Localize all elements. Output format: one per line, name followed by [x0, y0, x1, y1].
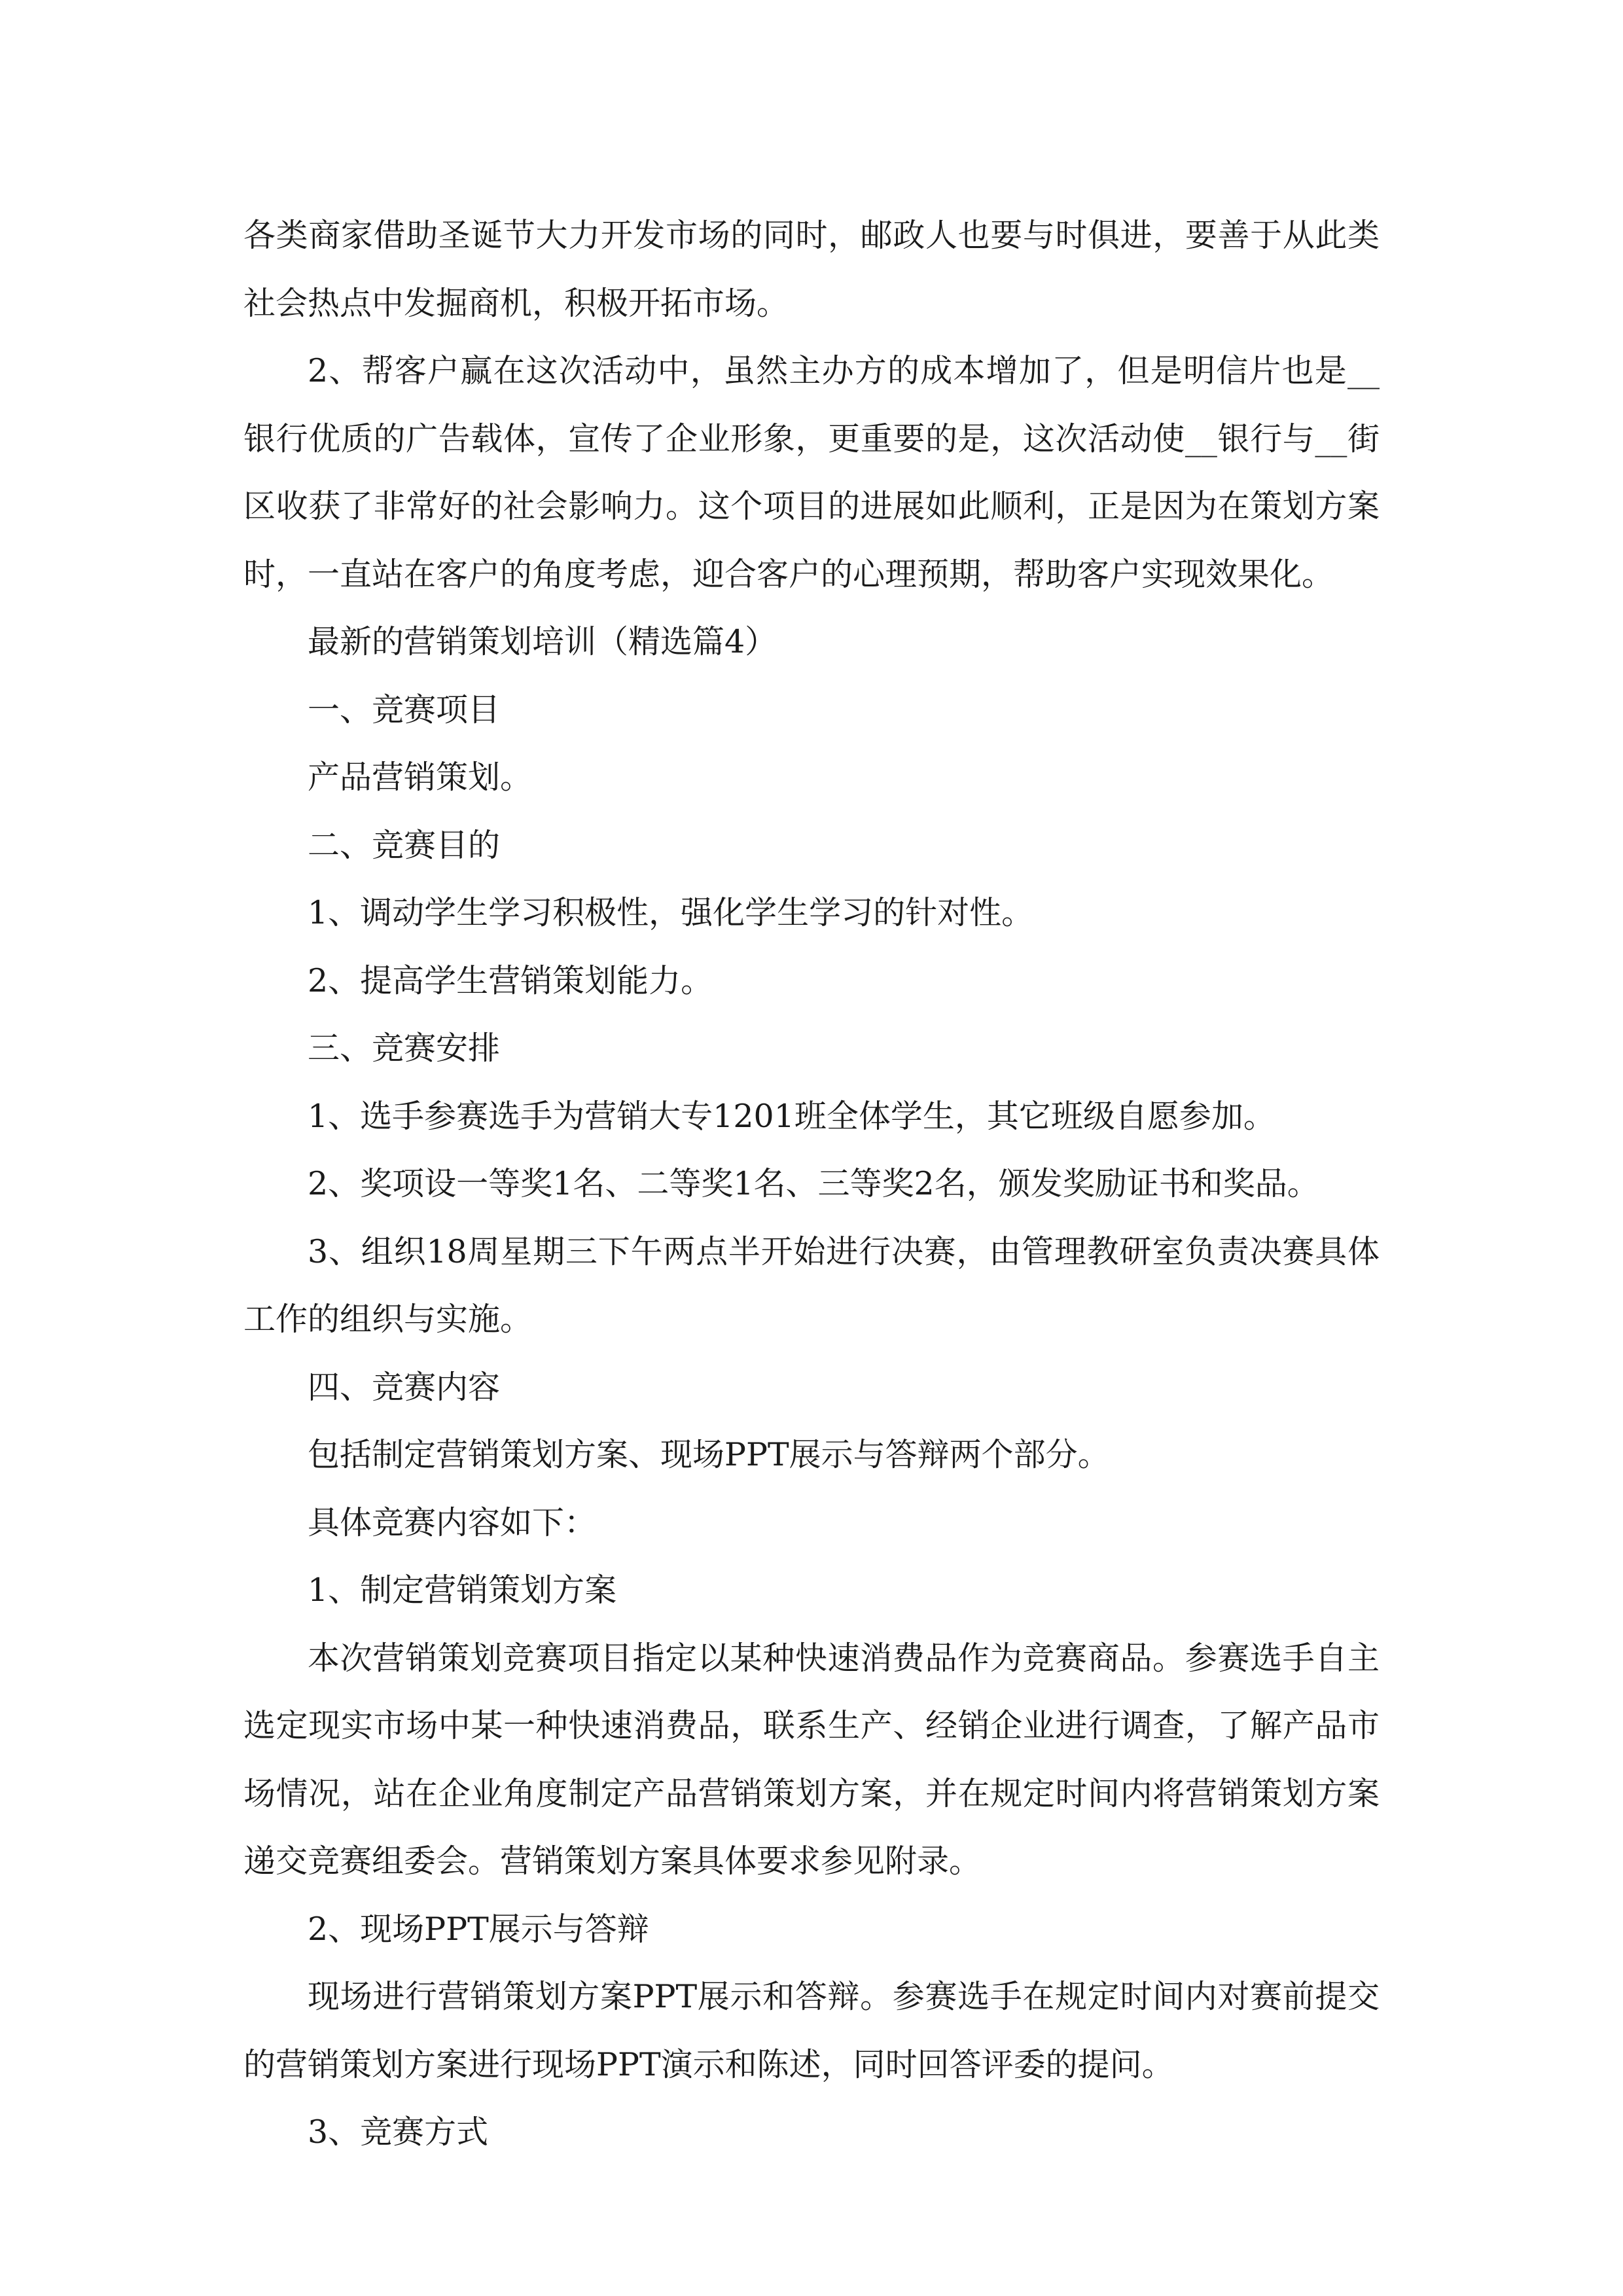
paragraph-6: 本次营销策划竞赛项目指定以某种快速消费品作为竞赛商品。参赛选手自主选定现实市场中某一种快速消费品，联系生产、经销企业进行调查，了解产品市场情况，站在企业角度制定产品营销策划方案，并在规定时间内将营销策划方案递交竞赛组委会。营销策划方案具体要求参见附录。 — [243, 1639, 1380, 1880]
paragraph-2: 2、帮客户赢在这次活动中，虽然主办方的成本增加了，但是明信片也是__银行优质的广告载体，宣传了企业形象，更重要的是，这次活动使__银行与__街区收获了非常好的社会影响力。这个项目的进展如此顺利，正是因为在策划方案时，一直站在客户的角度考虑，迎合客户的心理预期，帮助客户实现效果化。 — [243, 352, 1380, 593]
list-item-5: 3、组织18周星期三下午两点半开始进行决赛，由管理教研室负责决赛具体工作的组织与实施。 — [243, 1232, 1380, 1338]
subheading-2: 2、现场PPT展示与答辩 — [308, 1910, 649, 1948]
paragraph-3: 产品营销策划。 — [308, 759, 533, 796]
list-item-4: 2、奖项设一等奖1名、二等奖1名、三等奖2名，颁发奖励证书和奖品。 — [308, 1165, 1319, 1202]
subheading-3: 3、竞赛方式 — [308, 2113, 489, 2151]
paragraph-5: 具体竞赛内容如下： — [308, 1503, 597, 1541]
section-title: 最新的营销策划培训（精选篇4） — [308, 623, 777, 660]
document-body — [243, 202, 1380, 2166]
subheading-1: 1、制定营销策划方案 — [308, 1571, 617, 1609]
list-item-3: 1、选手参赛选手为营销大专1201班全体学生，其它班级自愿参加。 — [308, 1097, 1275, 1135]
list-item-1: 1、调动学生学习积极性，强化学生学习的针对性。 — [308, 894, 1034, 931]
list-item-2: 2、提高学生营销策划能力。 — [308, 961, 713, 999]
heading-1: 一、竞赛项目 — [308, 691, 501, 728]
heading-4: 四、竞赛内容 — [308, 1368, 501, 1406]
heading-2: 二、竞赛目的 — [308, 826, 501, 864]
paragraph-1: 各类商家借助圣诞节大力开发市场的同时，邮政人也要与时俱进，要善于从此类社会热点中发掘商机，积极开拓市场。 — [243, 217, 1380, 322]
paragraph-7: 现场进行营销策划方案PPT展示和答辩。参赛选手在规定时间内对赛前提交的营销策划方案进行现场PPT演示和陈述，同时回答评委的提问。 — [243, 1978, 1380, 2083]
heading-3: 三、竞赛安排 — [308, 1030, 501, 1067]
paragraph-4: 包括制定营销策划方案、现场PPT展示与答辩两个部分。 — [308, 1436, 1110, 1473]
